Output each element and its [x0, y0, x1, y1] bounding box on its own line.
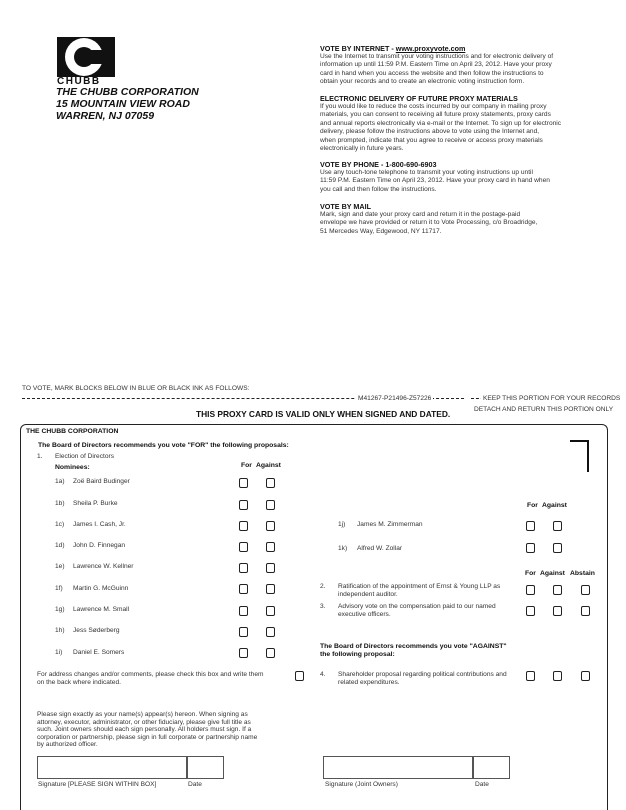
nominee-id: 1e) — [55, 563, 65, 570]
nominee-1e-against-checkbox[interactable] — [266, 563, 275, 573]
nominee-1c-for-checkbox[interactable] — [239, 521, 248, 531]
item-4-against-checkbox[interactable] — [553, 671, 562, 681]
nominee-id: 1c) — [55, 521, 65, 528]
text-line: card in hand when you access the website and then follow the instructions to — [320, 69, 544, 77]
nominee-1a-for-checkbox[interactable] — [239, 478, 248, 488]
text-line: by authorized officer. — [37, 741, 98, 749]
nominee-1h-for-checkbox[interactable] — [239, 627, 248, 637]
text-line: For address changes and/or comments, please check this box and write them — [37, 671, 264, 678]
joint-signature-box[interactable] — [323, 756, 473, 779]
item-3-number: 3. — [320, 603, 326, 610]
item-4-for-checkbox[interactable] — [526, 671, 535, 681]
item-2-for-checkbox[interactable] — [526, 585, 535, 595]
proxyvote-link[interactable]: www.proxyvote.com — [395, 44, 466, 53]
nominee-1f-for-checkbox[interactable] — [239, 584, 248, 594]
nominee-1d-for-checkbox[interactable] — [239, 542, 248, 552]
item-3-text — [338, 603, 496, 619]
text-line: Mark, sign and date your proxy card and return it in the postage-paid — [320, 211, 521, 218]
chubb-logo-icon — [57, 37, 115, 77]
registration-corner-mark — [570, 440, 589, 472]
item-2-number: 2. — [320, 583, 326, 590]
text-line: such. Joint owners should each sign personally. All holders must sign. If a — [37, 726, 252, 734]
nominee-name: Lawrence M. Small — [73, 606, 130, 613]
item-4-text — [338, 671, 507, 687]
item-3-against-checkbox[interactable] — [553, 606, 562, 616]
item-4-number: 4. — [320, 671, 326, 678]
text-line: executive officers. — [338, 611, 391, 618]
nominee-1f-against-checkbox[interactable] — [266, 584, 275, 594]
nominee-1j-for-checkbox[interactable] — [526, 521, 535, 531]
joint-date-label: Date — [475, 781, 489, 788]
col-abstain-header: Abstain — [570, 570, 595, 577]
joint-signature-label: Signature (Joint Owners) — [325, 781, 398, 788]
text-line: 51 Mercedes Way, Edgewood, NY 11717. — [320, 227, 442, 235]
company-city: WARREN, NJ 07059 — [56, 110, 155, 122]
col-against-header: Against — [256, 462, 281, 469]
text-line: Use the Internet to transmit your voting instructions and for electronic delivery of — [320, 53, 554, 60]
nominee-id: 1f) — [55, 585, 63, 592]
nominee-1c-against-checkbox[interactable] — [266, 521, 275, 531]
nominee-1h-against-checkbox[interactable] — [266, 627, 275, 637]
item-3-for-checkbox[interactable] — [526, 606, 535, 616]
text-line: the following proposal: — [320, 651, 395, 658]
nominee-id: 1j) — [338, 521, 346, 528]
text-line: Please sign exactly as your name(s) appear(s) hereon. When signing as — [37, 711, 248, 718]
board-against-recommendation — [320, 643, 507, 659]
text-line: Advisory vote on the compensation paid to our named — [338, 603, 496, 610]
signing-instructions — [37, 711, 299, 749]
address-change-checkbox[interactable] — [295, 671, 304, 681]
nominee-id: 1g) — [55, 606, 65, 613]
nominee-id: 1h) — [55, 627, 65, 634]
nominee-name: Alfred W. Zollar — [357, 545, 403, 552]
internet-title: VOTE BY INTERNET - — [320, 44, 396, 53]
nominee-1d-against-checkbox[interactable] — [266, 542, 275, 552]
nominee-name: Jess Søderberg — [73, 627, 120, 634]
joint-date-box[interactable] — [473, 756, 510, 779]
nominee-id: 1i) — [55, 649, 63, 656]
control-number: M41267-P21496-Z57226 — [358, 395, 432, 402]
mail-heading: VOTE BY MAIL — [320, 202, 371, 211]
mail-text — [320, 211, 588, 236]
date-box[interactable] — [187, 756, 224, 779]
date-label: Date — [188, 781, 202, 788]
item-2-abstain-checkbox[interactable] — [581, 585, 590, 595]
nominee-1g-for-checkbox[interactable] — [239, 606, 248, 616]
electronic-text — [320, 103, 588, 153]
item-2-text — [338, 583, 500, 599]
text-line: The Board of Directors recommends you vote "AGAINST" — [320, 643, 507, 650]
item-2-against-checkbox[interactable] — [553, 585, 562, 595]
logo-wordmark: CHUBB — [57, 76, 101, 87]
item-1-number: 1. — [37, 453, 43, 460]
col-against-header-proposals: Against — [540, 570, 565, 577]
phone-text — [320, 169, 588, 194]
signature-box[interactable] — [37, 756, 187, 779]
text-line: related expenditures. — [338, 679, 400, 686]
text-line: and annual reports electronically via e-mail or the Internet. To sign up for electronic — [320, 119, 562, 127]
nominee-1e-for-checkbox[interactable] — [239, 563, 248, 573]
nominee-name: John D. Finnegan — [73, 542, 126, 549]
nominee-1i-for-checkbox[interactable] — [239, 648, 248, 658]
electronic-heading: ELECTRONIC DELIVERY OF FUTURE PROXY MATERIALS — [320, 94, 518, 103]
nominee-1a-against-checkbox[interactable] — [266, 478, 275, 488]
nominee-name: James M. Zimmerman — [357, 521, 423, 528]
nominee-1b-for-checkbox[interactable] — [239, 500, 248, 510]
company-street: 15 MOUNTAIN VIEW ROAD — [56, 98, 190, 110]
nominee-id: 1d) — [55, 542, 65, 549]
internet-text — [320, 53, 588, 87]
nominee-id: 1b) — [55, 500, 65, 507]
text-line: corporation or partnership, please sign in full corporate or partnership name — [37, 733, 258, 741]
phone-heading: VOTE BY PHONE - 1-800-690-6903 — [320, 160, 437, 169]
item-3-abstain-checkbox[interactable] — [581, 606, 590, 616]
nominee-1g-against-checkbox[interactable] — [266, 606, 275, 616]
item-4-abstain-checkbox[interactable] — [581, 671, 590, 681]
col-against-header-right: Against — [542, 502, 567, 509]
text-line: attorney, executor, administrator, or other fiduciary, please give full title as — [37, 718, 251, 726]
text-line: when prompted, indicate that you agree to receive or access proxy materials — [320, 136, 543, 144]
text-line: on the back where indicated. — [37, 679, 121, 686]
mark-instructions: TO VOTE, MARK BLOCKS BELOW IN BLUE OR BLACK INK AS FOLLOWS: — [22, 385, 250, 392]
keep-portion-label: KEEP THIS PORTION FOR YOUR RECORDS — [483, 395, 621, 402]
valid-notice: THIS PROXY CARD IS VALID ONLY WHEN SIGNED AND DATED. — [196, 409, 451, 419]
internet-heading — [320, 44, 465, 53]
col-for-header: For — [241, 462, 252, 469]
text-line: you call and then follow the instructions. — [320, 185, 437, 193]
address-change-text — [37, 671, 264, 687]
nominee-id: 1a) — [55, 478, 65, 485]
text-line: Use any touch-tone telephone to transmit your voting instructions up until — [320, 169, 533, 176]
nominee-name: James I. Cash, Jr. — [73, 521, 126, 528]
detach-portion-label: DETACH AND RETURN THIS PORTION ONLY — [474, 406, 614, 413]
nominee-1i-against-checkbox[interactable] — [266, 648, 275, 658]
text-line: delivery, please follow the instructions above to vote using the Internet and, — [320, 128, 540, 136]
col-for-header-right: For — [527, 502, 538, 509]
board-for-recommendation: The Board of Directors recommends you vote "FOR" the following proposals: — [38, 442, 289, 449]
nominee-name: Daniel E. Somers — [73, 649, 125, 656]
nominee-1k-for-checkbox[interactable] — [526, 543, 535, 553]
text-line: independent auditor. — [338, 591, 398, 598]
nominee-name: Martin G. McGuinn — [73, 585, 129, 592]
nominee-1k-against-checkbox[interactable] — [553, 543, 562, 553]
text-line: obtain your records and to create an electronic voting instruction form. — [320, 78, 525, 86]
text-line: Shareholder proposal regarding political contributions and — [338, 671, 507, 678]
text-line: materials, you can consent to receiving all future proxy statements, proxy cards — [320, 111, 551, 119]
col-for-header-proposals: For — [525, 570, 536, 577]
nominee-id: 1k) — [338, 545, 348, 552]
text-line: If you would like to reduce the costs incurred by our company in mailing proxy — [320, 103, 547, 110]
text-line: envelope we have provided or return it to Vote Processing, c/o Broadridge, — [320, 219, 538, 227]
text-line: 11:59 P.M. Eastern Time on April 23, 2012. Have your proxy card in hand when — [320, 177, 550, 185]
card-company: THE CHUBB CORPORATION — [26, 428, 119, 435]
text-line: information up until 11:59 P.M. Eastern Time on April 23, 2012. Have your proxy — [320, 61, 552, 69]
item-1-label: Election of Directors — [55, 453, 114, 460]
nominee-1b-against-checkbox[interactable] — [266, 500, 275, 510]
nominee-1j-against-checkbox[interactable] — [553, 521, 562, 531]
nominee-name: Sheila P. Burke — [73, 500, 118, 507]
text-line: electronically in future years. — [320, 145, 404, 153]
signature-label: Signature [PLEASE SIGN WITHIN BOX] — [38, 781, 157, 788]
nominee-name: Zoë Baird Budinger — [73, 478, 130, 485]
nominees-label: Nominees: — [55, 464, 90, 471]
nominee-name: Lawrence W. Kellner — [73, 563, 134, 570]
text-line: Ratification of the appointment of Ernst & Young LLP as — [338, 583, 501, 590]
company-name: THE CHUBB CORPORATION — [56, 86, 199, 98]
